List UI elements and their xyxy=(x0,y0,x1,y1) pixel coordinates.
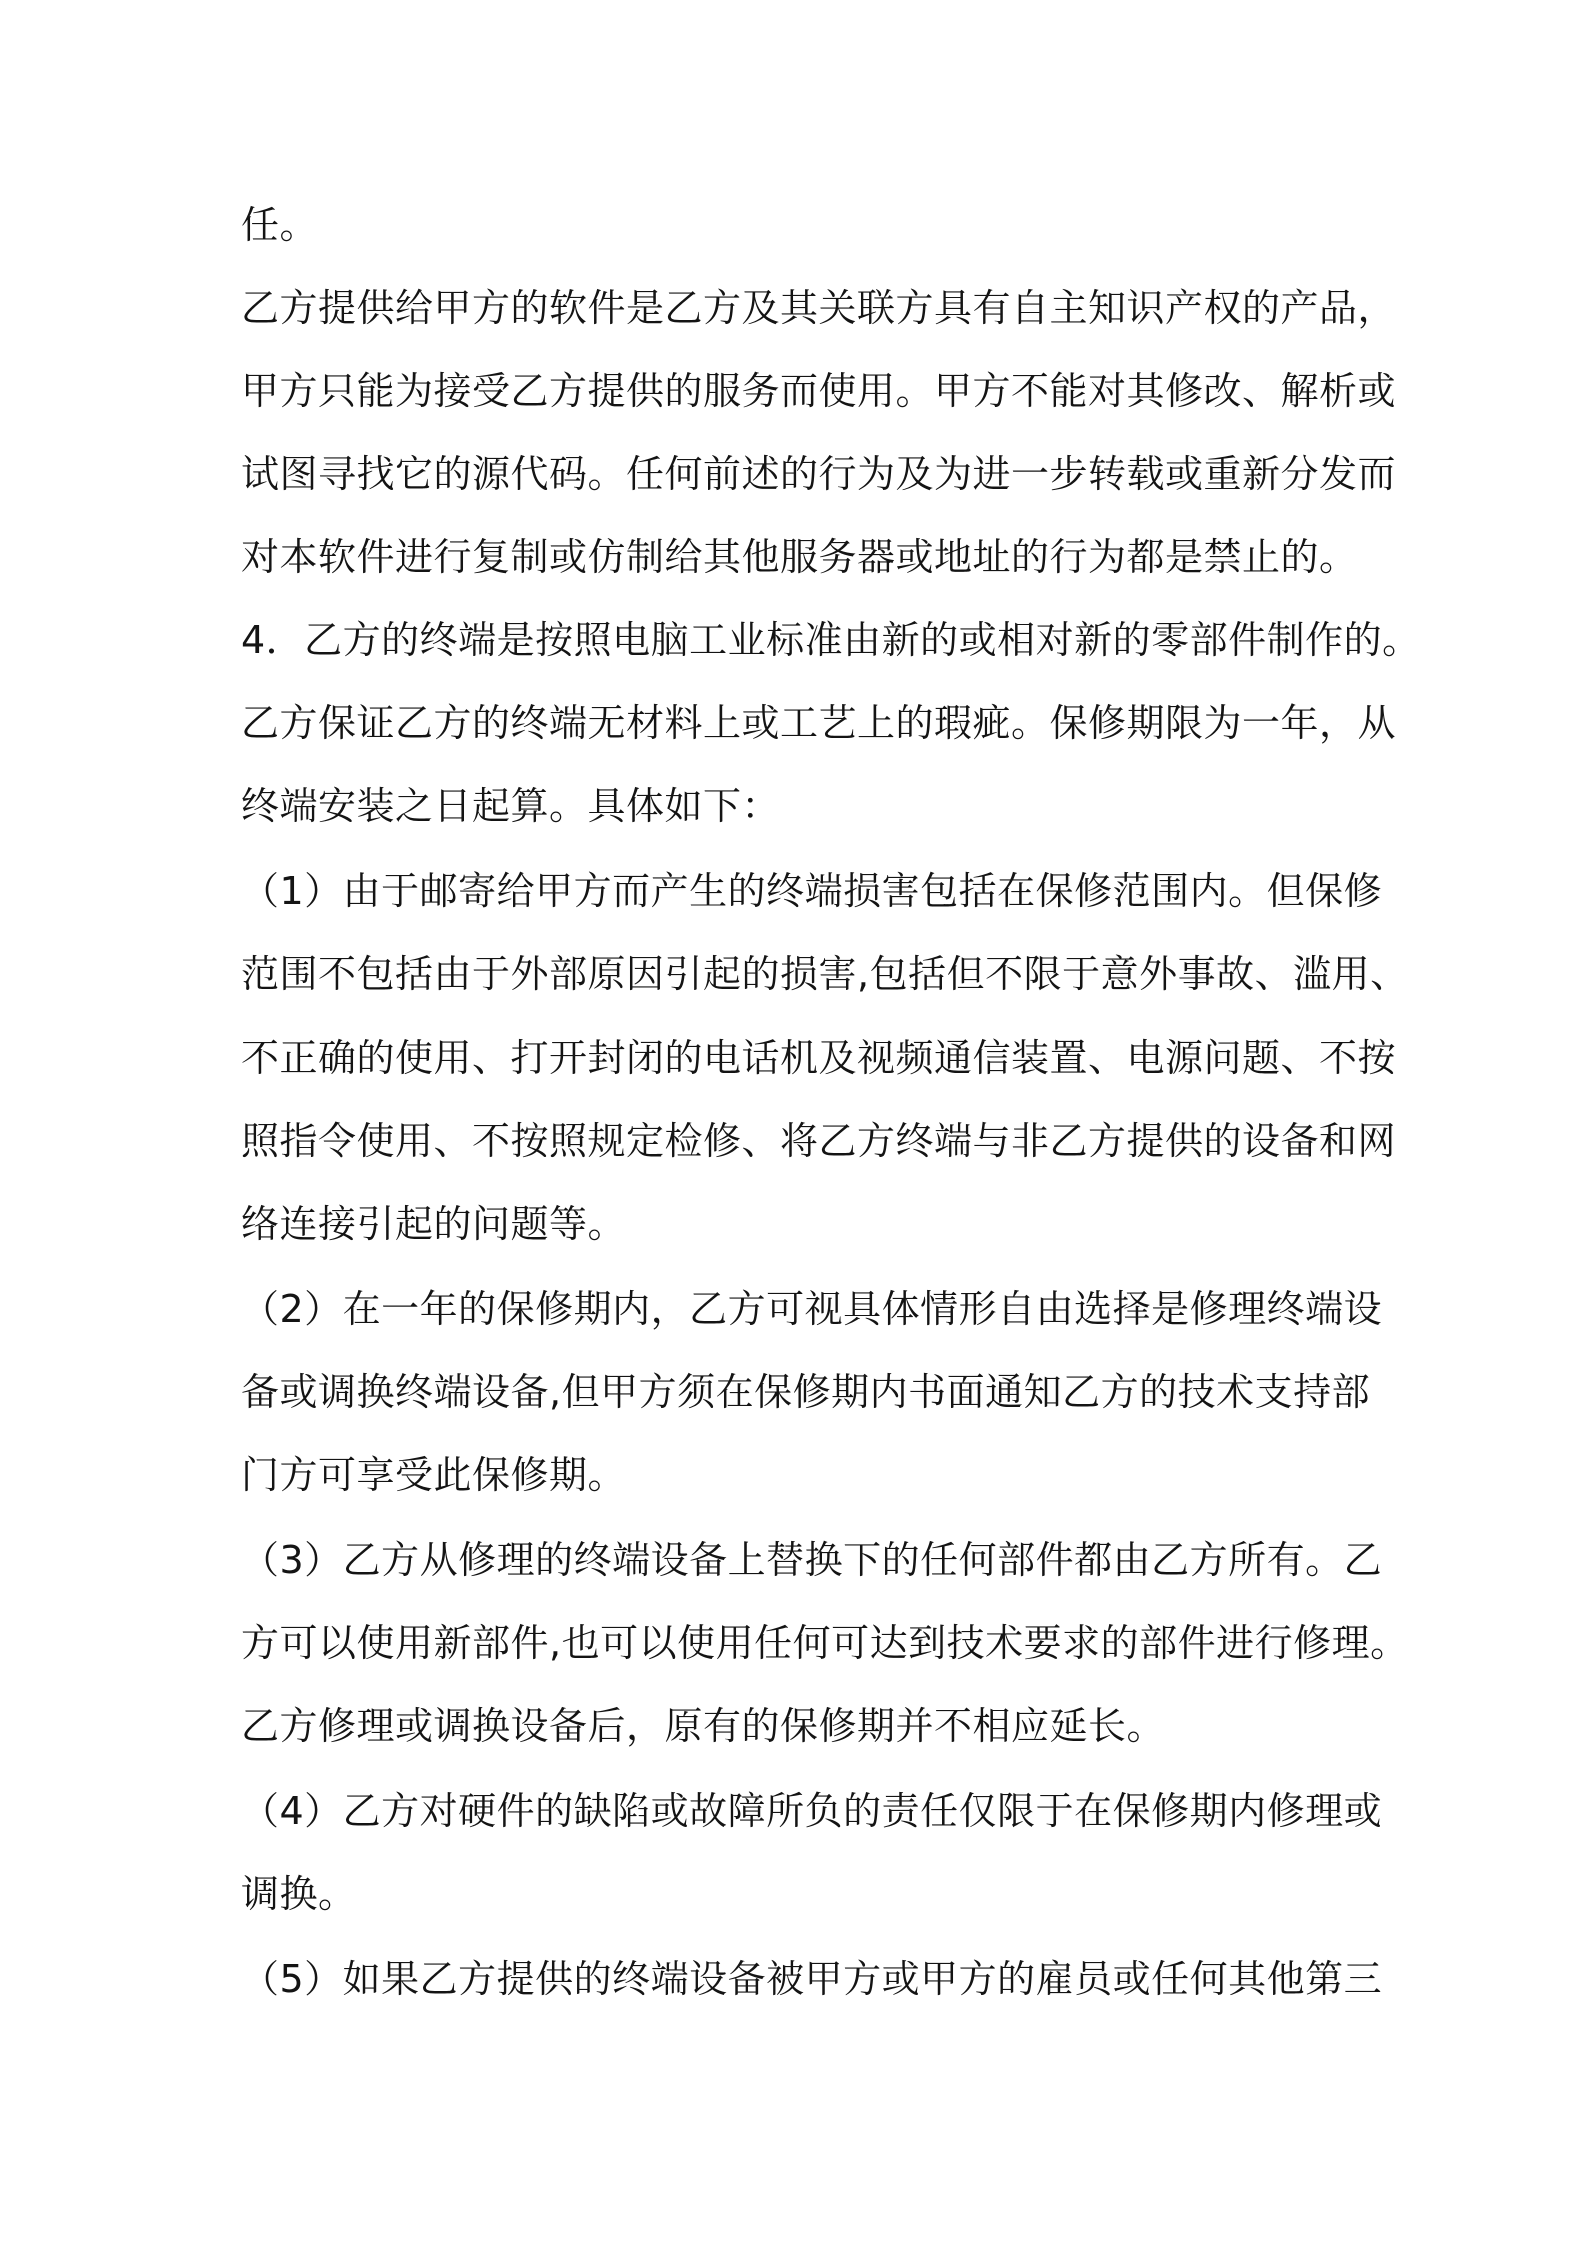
text-line: 乙方提供给甲方的软件是乙方及其关联方具有自主知识产权的产品， xyxy=(241,286,1397,330)
text-line: 4．乙方的终端是按照电脑工业标准由新的或相对新的零部件制作的。 xyxy=(241,618,1421,662)
text-line: 门方可享受此保修期。 xyxy=(241,1453,627,1497)
text-line: 备或调换终端设备,但甲方须在保修期内书面通知乙方的技术支持部 xyxy=(241,1370,1371,1414)
text-line: （3）乙方从修理的终端设备上替换下的任何部件都由乙方所有。乙 xyxy=(241,1538,1383,1582)
text-line: 照指令使用、不按照规定检修、将乙方终端与非乙方提供的设备和网 xyxy=(241,1119,1397,1163)
text-line: 对本软件进行复制或仿制给其他服务器或地址的行为都是禁止的。 xyxy=(241,535,1358,579)
text-line: （5）如果乙方提供的终端设备被甲方或甲方的雇员或任何其他第三 xyxy=(241,1957,1383,2001)
text-line: 乙方修理或调换设备后，原有的保修期并不相应延长。 xyxy=(241,1704,1166,1748)
text-line: 不正确的使用、打开封闭的电话机及视频通信装置、电源问题、不按 xyxy=(241,1036,1397,1080)
text-line: 方可以使用新部件,也可以使用任何可达到技术要求的部件进行修理。 xyxy=(241,1621,1409,1665)
text-line: （1）由于邮寄给甲方而产生的终端损害包括在保修范围内。但保修 xyxy=(241,869,1383,913)
text-line: 试图寻找它的源代码。任何前述的行为及为进一步转载或重新分发而 xyxy=(241,452,1397,496)
text-line: 络连接引起的问题等。 xyxy=(241,1202,627,1246)
text-line: 终端安装之日起算。具体如下： xyxy=(241,784,781,828)
text-line: 乙方保证乙方的终端无材料上或工艺上的瑕疵。保修期限为一年，从 xyxy=(241,701,1397,745)
text-line: （4）乙方对硬件的缺陷或故障所负的责任仅限于在保修期内修理或 xyxy=(241,1789,1383,1833)
text-line: （2）在一年的保修期内，乙方可视具体情形自由选择是修理终端设 xyxy=(241,1287,1383,1331)
text-line: 甲方只能为接受乙方提供的服务而使用。甲方不能对其修改、解析或 xyxy=(241,369,1397,413)
text-line: 调换。 xyxy=(241,1872,357,1916)
text-line: 任。 xyxy=(241,203,319,247)
text-line: 范围不包括由于外部原因引起的损害,包括但不限于意外事故、滥用、 xyxy=(241,952,1409,996)
